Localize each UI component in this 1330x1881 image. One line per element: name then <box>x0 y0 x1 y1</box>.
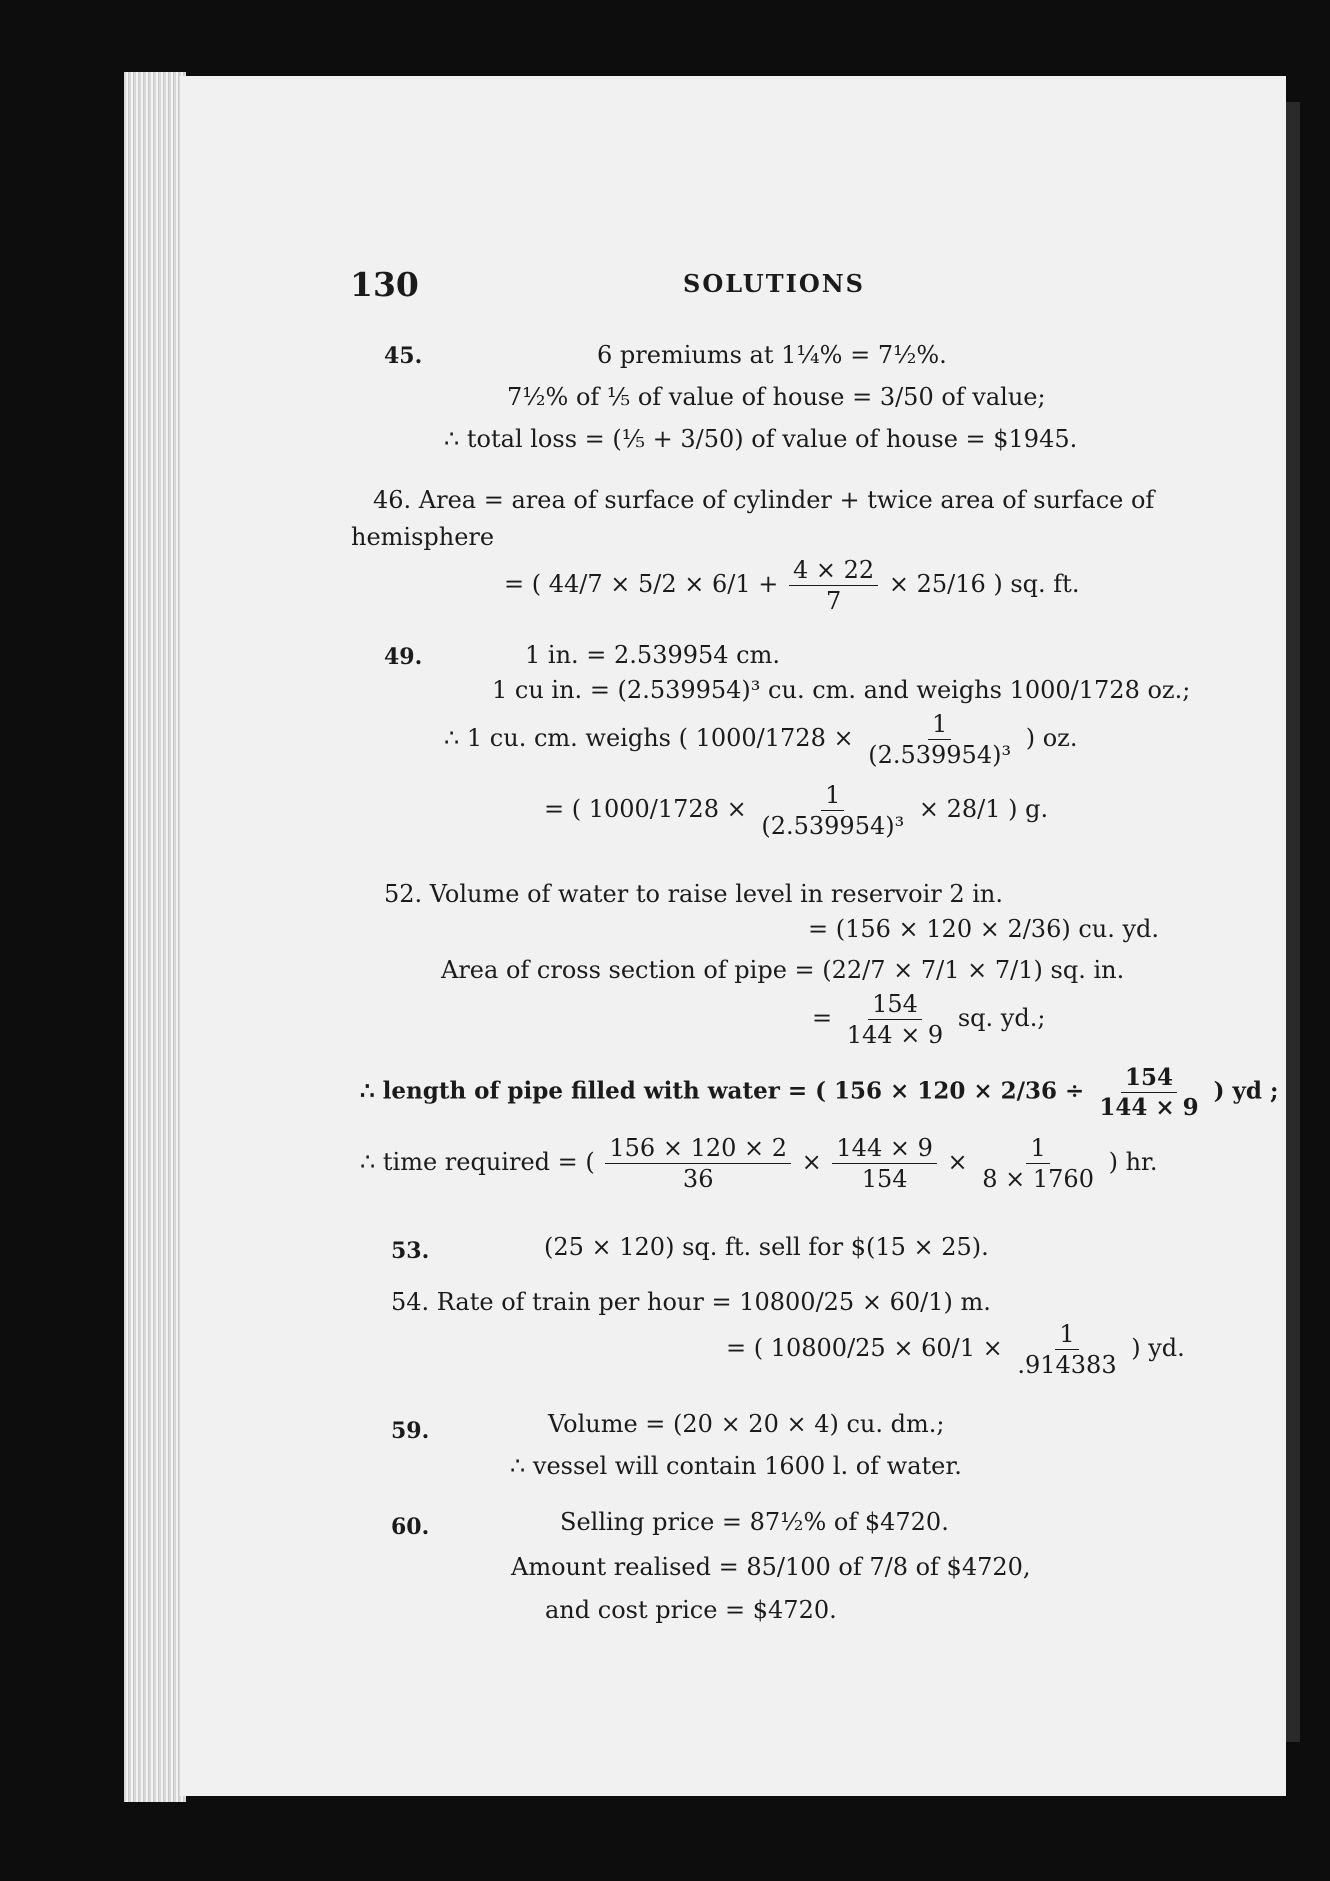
fraction <box>605 1136 791 1191</box>
solution-line: 54. Rate of train per hour = 10800/25 × 60/1) m. <box>391 1288 991 1316</box>
problem-number-45: 45. <box>384 343 423 369</box>
fraction <box>1095 1066 1202 1119</box>
running-title: SOLUTIONS <box>683 269 865 298</box>
problem-number-59: 59. <box>391 1418 430 1444</box>
solution-line: 46. Area = area of surface of cylinder + twice area of surface of <box>373 486 1155 514</box>
solution-line: and cost price = $4720. <box>545 1596 837 1624</box>
fraction <box>832 1136 936 1191</box>
fraction <box>843 992 947 1047</box>
formula-line <box>444 712 1077 767</box>
solution-line: ∴ vessel will contain 1600 l. of water. <box>510 1452 962 1480</box>
solution-line: 7½% of ⅕ of value of house = 3/50 of value; <box>507 383 1046 411</box>
formula-tail: sq. yd.; <box>957 1004 1046 1032</box>
formula-tail: ) hr. <box>1108 1148 1158 1176</box>
denominator: 7 <box>825 587 842 615</box>
page-edges <box>124 72 186 1802</box>
formula-lead: ∴ time required = ( <box>360 1148 595 1176</box>
formula-lead: = ( 1000/1728 × <box>544 795 747 823</box>
formula-line <box>360 1136 1158 1191</box>
solution-line: Selling price = 87½% of $4720. <box>560 1508 949 1536</box>
page-number: 130 <box>350 265 419 304</box>
numerator: 1 <box>821 783 844 811</box>
numerator: 1 <box>928 712 951 740</box>
formula-line <box>504 558 1079 613</box>
solution-line: hemisphere <box>351 523 495 551</box>
formula-line <box>726 1322 1185 1377</box>
solution-line: (25 × 120) sq. ft. sell for $(15 × 25). <box>544 1233 989 1261</box>
denominator: (2.539954)³ <box>868 741 1012 769</box>
formula-lead: = <box>812 1004 833 1032</box>
numerator: 1 <box>1026 1136 1049 1164</box>
numerator: 154 <box>1121 1066 1177 1093</box>
solution-line: 1 cu in. = (2.539954)³ cu. cm. and weighs 1000/1728 oz.; <box>492 676 1191 704</box>
numerator: 156 × 120 × 2 <box>605 1136 791 1164</box>
numerator: 4 × 22 <box>789 558 878 586</box>
solution-line: Amount realised = 85/100 of 7/8 of $4720, <box>511 1553 1031 1581</box>
formula-tail: ) yd ; <box>1213 1077 1279 1105</box>
denominator: 8 × 1760 <box>982 1165 1094 1193</box>
problem-number-49: 49. <box>384 644 423 670</box>
numerator: 144 × 9 <box>832 1136 936 1164</box>
solution-line: 6 premiums at 1¼% = 7½%. <box>597 341 947 369</box>
times-sign: × <box>801 1148 822 1176</box>
formula-line <box>544 783 1048 838</box>
formula-tail: × 28/1 ) g. <box>918 795 1049 823</box>
denominator: .914383 <box>1017 1351 1117 1379</box>
formula-tail: × 25/16 ) sq. ft. <box>888 570 1080 598</box>
fraction <box>864 712 1015 767</box>
solution-line: Area of cross section of pipe = (22/7 × 7/1 × 7/1) sq. in. <box>441 956 1125 984</box>
formula-line <box>360 1066 1279 1119</box>
solution-line: 1 in. = 2.539954 cm. <box>525 641 780 669</box>
solution-line: 52. Volume of water to raise level in reservoir 2 in. <box>384 880 1004 908</box>
solution-line: Volume = (20 × 20 × 4) cu. dm.; <box>548 1410 945 1438</box>
solution-line: = (156 × 120 × 2/36) cu. yd. <box>808 915 1160 943</box>
fraction <box>1013 1322 1120 1377</box>
denominator: 154 <box>861 1165 908 1193</box>
denominator: (2.539954)³ <box>761 812 905 840</box>
times-sign: × <box>947 1148 968 1176</box>
formula-lead: = ( 44/7 × 5/2 × 6/1 + <box>504 570 779 598</box>
denominator: 144 × 9 <box>1099 1094 1199 1121</box>
numerator: 154 <box>868 992 922 1020</box>
problem-number-53: 53. <box>391 1238 430 1264</box>
formula-line <box>812 992 1045 1047</box>
denominator: 36 <box>682 1165 714 1193</box>
facing-page-edge <box>1286 102 1300 1742</box>
formula-lead: ∴ 1 cu. cm. weighs ( 1000/1728 × <box>444 724 854 752</box>
formula-tail: ) oz. <box>1025 724 1078 752</box>
solution-line: ∴ total loss = (⅕ + 3/50) of value of house = $1945. <box>444 425 1078 453</box>
denominator: 144 × 9 <box>846 1021 944 1049</box>
formula-lead: ∴ length of pipe filled with water = ( 156 × 120 × 2/36 ÷ <box>360 1077 1085 1105</box>
formula-lead: = ( 10800/25 × 60/1 × <box>726 1334 1003 1362</box>
numerator: 1 <box>1055 1322 1078 1350</box>
fraction <box>978 1136 1098 1191</box>
problem-number-60: 60. <box>391 1514 430 1540</box>
formula-tail: ) yd. <box>1131 1334 1185 1362</box>
fraction <box>757 783 908 838</box>
fraction <box>789 558 878 613</box>
